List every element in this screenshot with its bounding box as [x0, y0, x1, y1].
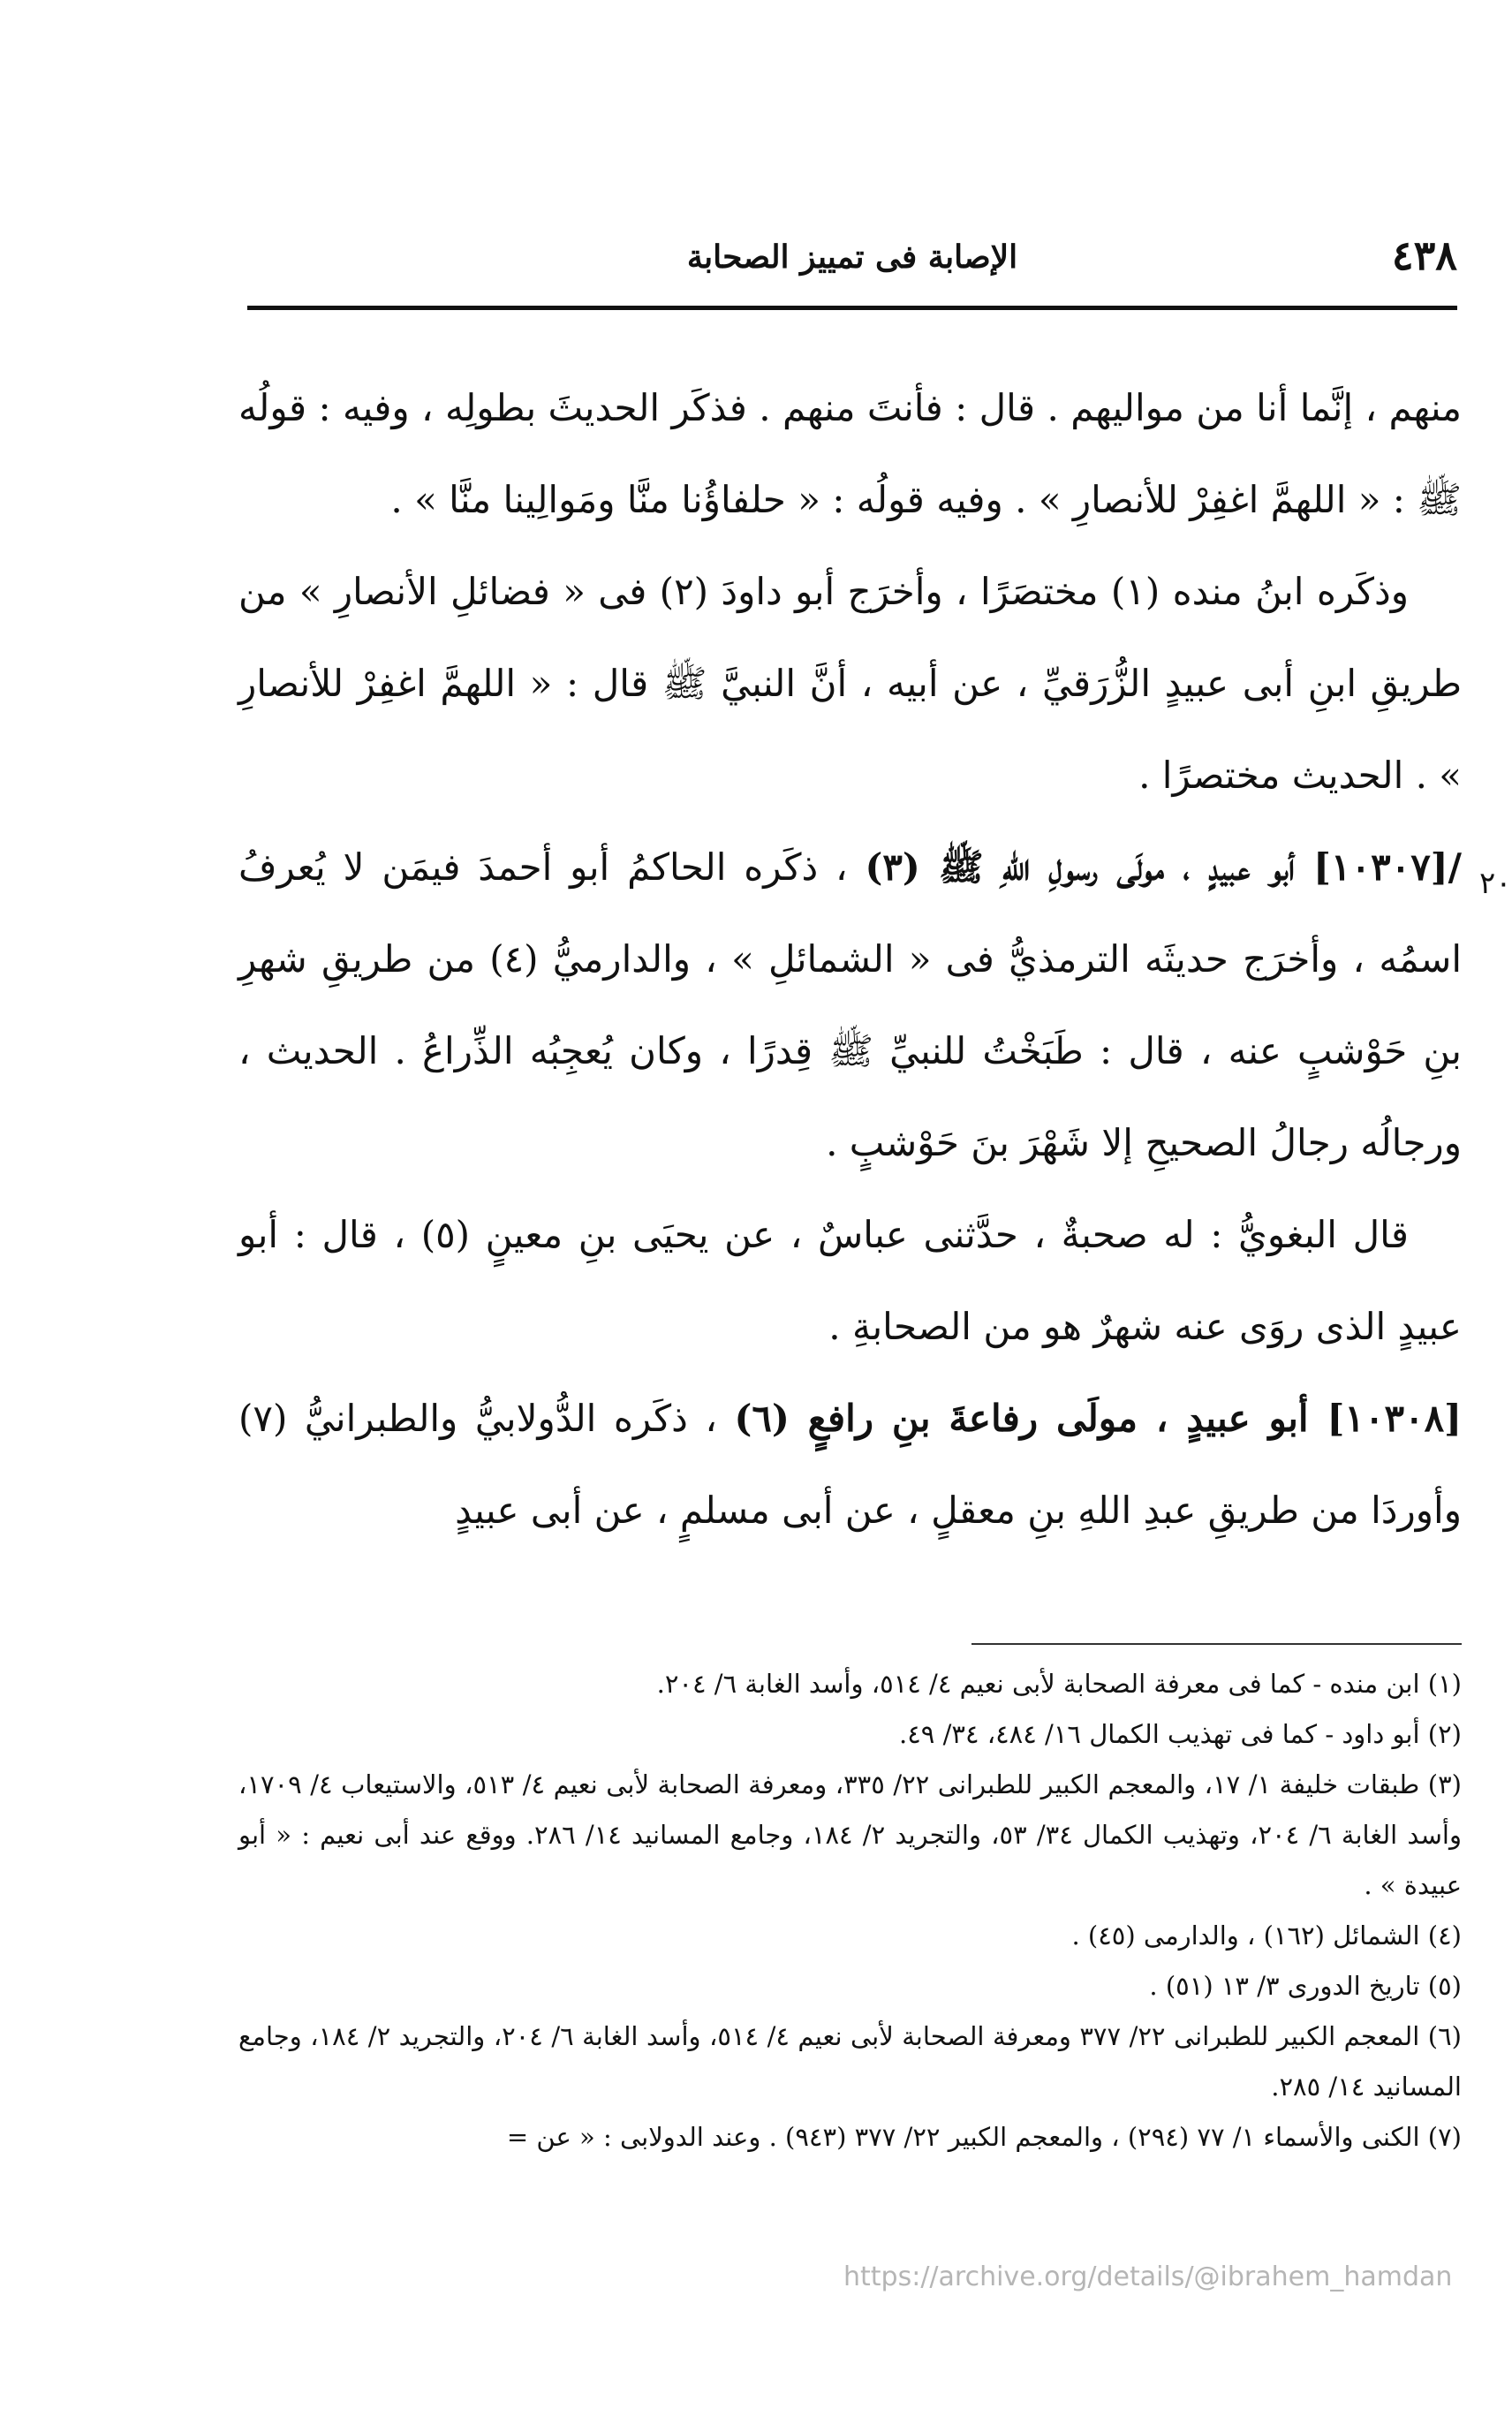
paragraph-4	[238, 1189, 1462, 1373]
footnote-2: (٢) أبو داود - كما فى تهذيب الكمال ١٦/ ٤٨٤، ٣٤/ ٤٩.	[899, 1719, 1462, 1749]
footnote-7: (٧) الكنى والأسماء ١/ ٧٧ (٢٩٤) ، والمعجم الكبير ٢٢/ ٣٧٧ (٩٤٣) . وعند الدولابى : « عن =	[506, 2122, 1462, 2152]
footnote-6: (٦) المعجم الكبير للطبرانى ٢٢/ ٣٧٧ ومعرفة الصحابة لأبى نعيم ٤/ ٥١٤، وأسد الغابة ٦/ ٢٠٤، والتجريد ٢/ ١٨٤، وجامع المسانيد ١٤/ ٢٨٥.	[238, 2021, 1462, 2102]
watermark-url: https://archive.org/details/@ibrahem_hamdan	[843, 2261, 1453, 2292]
paragraph-2	[238, 546, 1462, 822]
entry-text: ، ذكَره الحاكمُ أبو أحمدَ فيمَن لا يُعرفُ اسمُه ، وأخرَج حديثَه الترمذيُّ فى « الشمائلِ » ، والدارميُّ (٤) من طريقِ شهرِ بنِ حَوْشبٍ عنه ، قال : طَبَخْتُ للنبيِّ ﷺ قِدرًا ، وكان يُعجِبُه الذِّراعُ . الحديث ، ورجالُه رجالُ الصحيحِ إلا شَهْرَ بنَ حَوْشبٍ .	[238, 845, 1462, 1164]
paragraph-text: قال البغويُّ : له صحبةٌ ، حدَّثنى عباسٌ ، عن يحيَى بنِ معينٍ (٥) ، قال : أبو عبيدٍ الذى روَى عنه شهرٌ هو من الصحابةِ .	[238, 1213, 1462, 1348]
paragraph-text: منهم ، إنَّما أنا من مواليهم . قال : فأنتَ منهم . فذكَر الحديثَ بطولِه ، وفيه : قولُه ﷺ : « اللهمَّ اغفِرْ للأنصارِ » . وفيه قولُه : « حلفاؤُنا منَّا ومَوالِينا منَّا » .	[238, 386, 1462, 521]
entry-10307	[238, 822, 1462, 1189]
footnote-1: (١) ابن منده - كما فى معرفة الصحابة لأبى نعيم ٤/ ٥١٤، وأسد الغابة ٦/ ٢٠٤.	[656, 1669, 1462, 1699]
entry-10308	[238, 1373, 1462, 1557]
footnote-3: (٣) طبقات خليفة ١/ ١٧، والمعجم الكبير للطبرانى ٢٢/ ٣٣٥، ومعرفة الصحابة لأبى نعيم ٤/ ٥١٣، والاستيعاب ٤/ ١٧٠٩، وأسد الغابة ٦/ ٢٠٤، وتهذيب الكمال ٣٤/ ٥٣، والتجريد ٢/ ١٨٤، وجامع المسانيد ١٤/ ٢٨٦. ووقع عند أبى نعيم : « أبو عبيدة » .	[238, 1769, 1462, 1900]
header-divider	[247, 306, 1457, 310]
footnote-divider	[971, 1643, 1462, 1645]
footnote-4: (٤) الشمائل (١٦٢) ، والدارمى (٤٥) .	[1071, 1920, 1462, 1951]
footnote-5: (٥) تاريخ الدورى ٣/ ١٣ (٥١) .	[1149, 1971, 1462, 2001]
paragraph-text: وذكَره ابنُ منده (١) مختصَرًا ، وأخرَج أبو داودَ (٢) فى « فضائلِ الأنصارِ » من طريقِ ابنِ أبى عبيدٍ الزُّرَقيِّ ، عن أبيه ، أنَّ النبيَّ ﷺ قال : « اللهمَّ اغفِرْ للأنصارِ » . الحديث مختصرًا .	[238, 570, 1462, 797]
entry-heading: [١٠٣٠٨] أبو عبيدٍ ، مولَى رفاعةَ بنِ رافعٍ (٦)	[734, 1397, 1462, 1440]
main-text	[238, 362, 1462, 1557]
running-header	[247, 231, 1457, 302]
paragraph-1	[238, 362, 1462, 546]
margin-marker: ٢٠	[1479, 866, 1512, 901]
book-title: الإصابة فى تمييز الصحابة	[686, 239, 1018, 276]
entry-text: ، ذكَره الدُّولابيُّ والطبرانيُّ (٧) وأوردَا من طريقِ عبدِ اللهِ بنِ معقلٍ ، عن أبى مسلمٍ ، عن أبى عبيدٍ	[238, 1397, 1462, 1532]
footnotes	[238, 1659, 1462, 2163]
entry-heading: /[١٠٣٠٧] أبو عبيدٍ ، مولَى رسولِ اللهِ ﷺ (٣)	[865, 845, 1462, 889]
page-number: ٤٣٨	[1391, 231, 1457, 279]
